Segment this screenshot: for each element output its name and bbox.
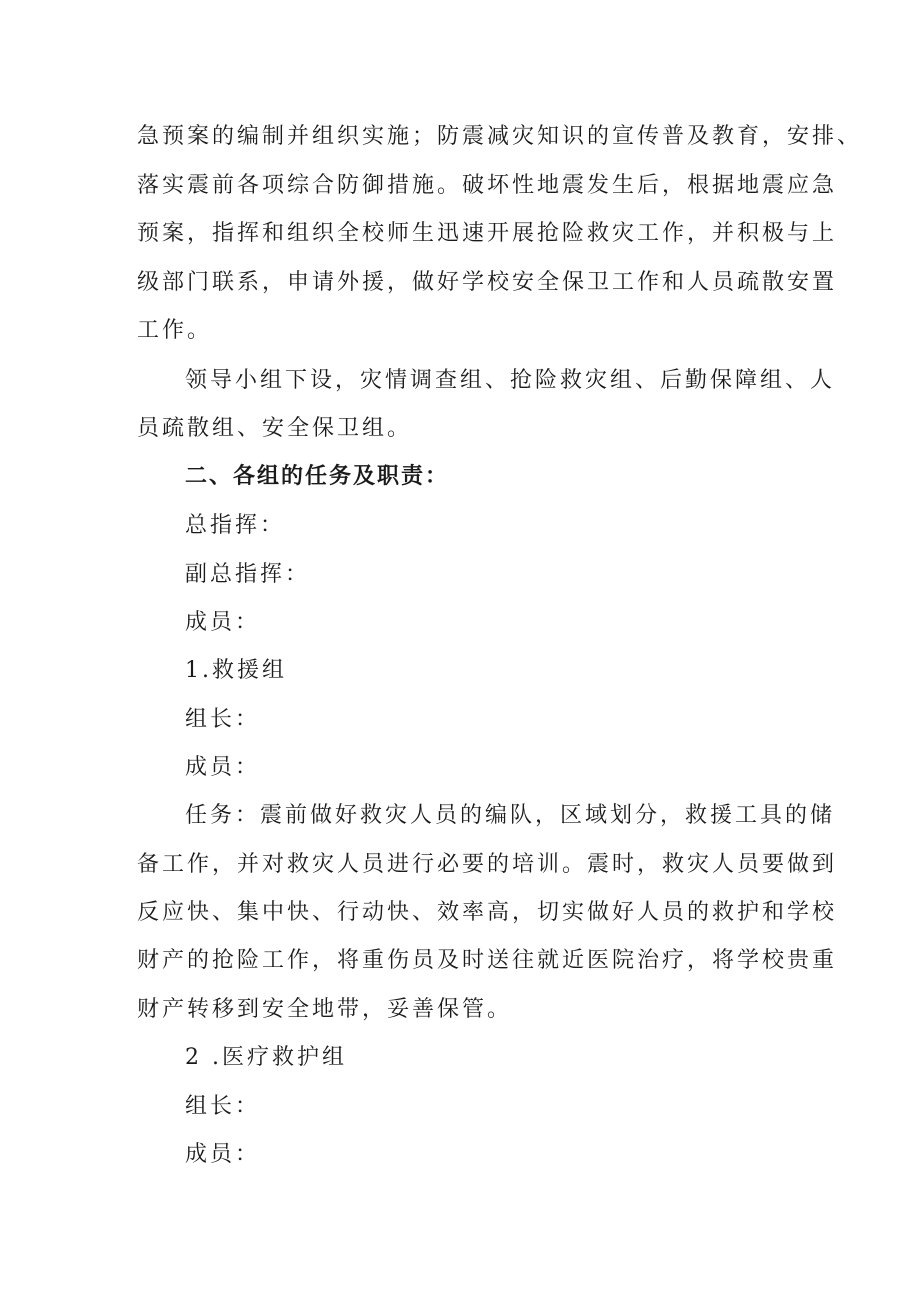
rescue-group-title: 1.救援组: [185, 658, 287, 683]
medical-group-members-label: 成员：: [185, 1142, 261, 1167]
body-text-line: 工作。: [137, 318, 213, 343]
rescue-task-line: 反应快、集中快、行动快、效率高，切实做好人员的救护和学校: [137, 900, 838, 925]
members-label: 成员：: [185, 610, 261, 635]
rescue-group-members-label: 成员：: [185, 755, 261, 780]
body-text-line: 级部门联系，申请外援，做好学校安全保卫工作和人员疏散安置: [137, 270, 838, 295]
body-text-line: 急预案的编制并组织实施；防震减灾知识的宣传普及教育，安排、: [137, 124, 863, 149]
general-commander-label: 总指挥：: [185, 513, 286, 538]
rescue-group-leader-label: 组长：: [185, 707, 261, 732]
section-heading: 二、各组的任务及职责：: [185, 464, 450, 489]
medical-group-leader-label: 组长：: [185, 1094, 261, 1119]
rescue-task-line: 备工作，并对救灾人员进行必要的培训。震时，救灾人员要做到: [137, 852, 838, 877]
medical-group-title: 2 .医疗救护组: [185, 1045, 347, 1070]
body-text-line: 员疏散组、安全保卫组。: [137, 416, 413, 441]
body-text-line: 领导小组下设，灾情调查组、抢险救灾组、后勤保障组、人: [185, 368, 836, 393]
body-text-line: 预案，指挥和组织全校师生迅速开展抢险救灾工作，并积极与上: [137, 221, 838, 246]
deputy-commander-label: 副总指挥：: [185, 562, 311, 587]
rescue-task-line: 财产转移到安全地带，妥善保管。: [137, 997, 513, 1022]
rescue-task-line: 任务：震前做好救灾人员的编队，区域划分，救援工具的储: [185, 803, 836, 828]
rescue-task-line: 财产的抢险工作，将重伤员及时送往就近医院治疗，将学校贵重: [137, 948, 838, 973]
body-text-line: 落实震前各项综合防御措施。破坏性地震发生后，根据地震应急: [137, 173, 838, 198]
